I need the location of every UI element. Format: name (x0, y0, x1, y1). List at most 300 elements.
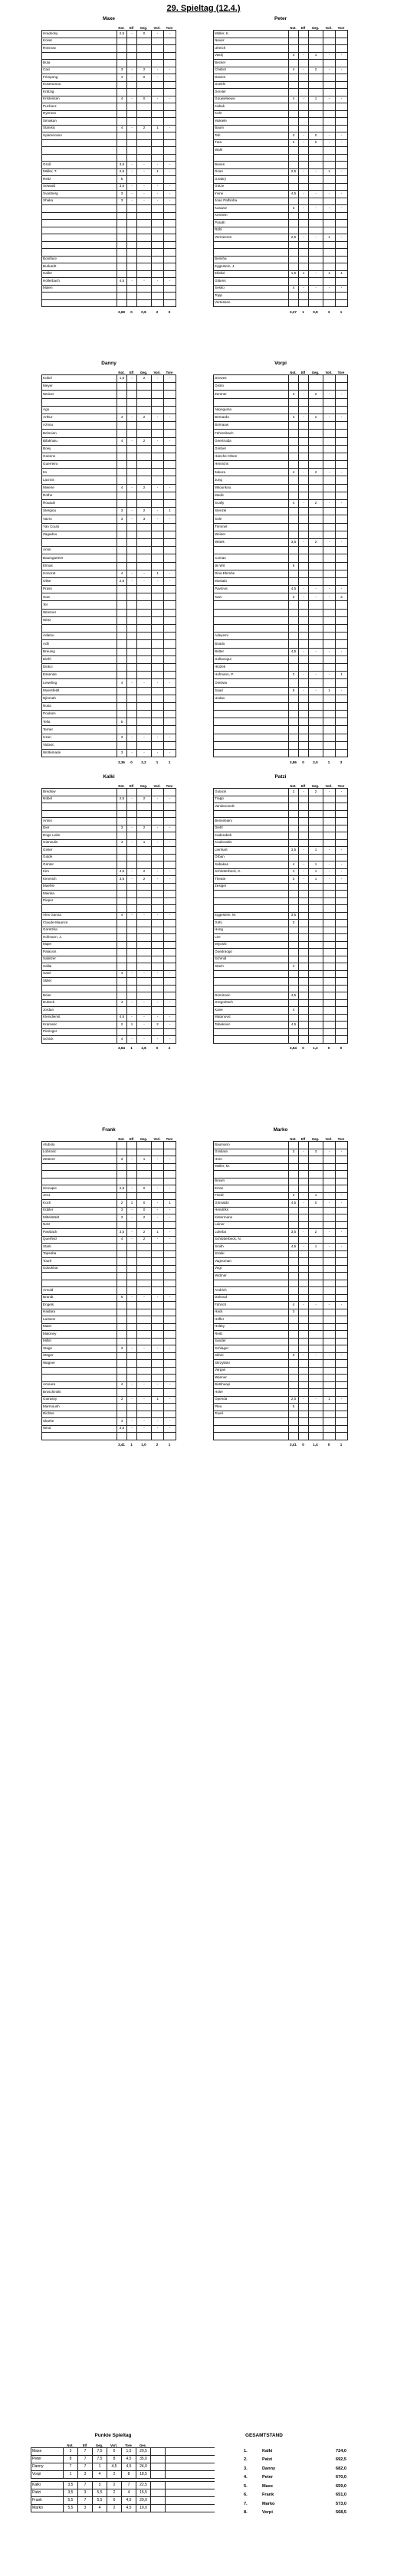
tore-cell: - (336, 1302, 348, 1309)
vorl-cell: - (323, 391, 336, 397)
player-row (41, 679, 176, 687)
tore-cell (336, 601, 348, 608)
note-cell (117, 586, 127, 593)
player-name-cell: Sabakas (214, 861, 289, 868)
player-name-cell: Arthur (42, 414, 117, 421)
vorl-cell (323, 184, 336, 191)
vorl-cell (323, 718, 336, 725)
player-name-cell: Hollerbach (42, 278, 117, 285)
geg-cell: 0 (137, 31, 152, 38)
vorl-cell (152, 726, 164, 733)
player-row (41, 711, 176, 718)
elf-cell: - (127, 1237, 137, 1244)
elf-cell (299, 1185, 309, 1192)
elf-cell: - (299, 96, 309, 103)
note-cell (117, 539, 127, 546)
elf-header: Elf (129, 25, 134, 30)
tore-cell (336, 803, 348, 810)
note-cell (117, 155, 127, 162)
standings-row (244, 2474, 366, 2483)
geg-cell (309, 1036, 323, 1043)
column-headers (213, 1135, 348, 1141)
elf-cell: - (299, 1193, 309, 1200)
geg-cell (137, 531, 152, 538)
geg-cell (137, 422, 152, 429)
vorl-cell (152, 1273, 164, 1280)
points-value: 4 (93, 2471, 107, 2478)
player-row (213, 825, 348, 833)
vorl-cell (323, 640, 336, 647)
note-header: Not. (290, 25, 297, 30)
player-name-cell: Maehle (42, 884, 117, 891)
note-cell: 3 (289, 876, 299, 883)
geg-cell: 2 (137, 508, 152, 515)
player-name-cell (214, 726, 289, 733)
note-cell: 3 (117, 1208, 127, 1214)
vorl-cell (152, 45, 164, 52)
elf-cell: - (299, 1229, 309, 1236)
standings-rank: 8. (244, 2510, 248, 2516)
note-cell (289, 422, 299, 429)
player-name-cell (214, 617, 289, 624)
note-cell: 4 (117, 414, 127, 421)
geg-cell: 1 (309, 869, 323, 876)
total-vorl: 1 (327, 760, 330, 764)
geg-cell (309, 934, 323, 941)
standings-row (244, 2465, 366, 2474)
player-rows (213, 788, 348, 1044)
player-row (213, 1411, 348, 1419)
points-team-name: Marko (31, 2505, 64, 2512)
tore-cell (164, 547, 176, 554)
standings-team: Marko (262, 2501, 275, 2506)
note-cell (289, 949, 299, 956)
note-cell: 4 (117, 913, 127, 920)
note-header: Not. (118, 25, 125, 30)
note-cell (289, 1015, 299, 1022)
geg-header: Geg. (311, 25, 320, 30)
elf-cell (299, 407, 309, 414)
note-cell (289, 1000, 299, 1007)
tore-cell (336, 617, 348, 624)
tore-cell (164, 1222, 176, 1229)
elf-cell (127, 140, 137, 147)
vorl-cell (323, 811, 336, 818)
player-name-cell: Tabakovic (214, 1022, 289, 1028)
vorl-cell: - (152, 578, 164, 585)
note-cell (289, 1287, 299, 1294)
note-cell (117, 942, 127, 949)
geg-cell: 2 (309, 414, 323, 421)
standings-points: 670,0 (336, 2475, 346, 2480)
geg-cell: 2 (137, 796, 152, 803)
player-row (41, 934, 176, 942)
vorl-cell (152, 593, 164, 600)
player-name-cell: Boadu (214, 640, 289, 647)
elf-cell: - (127, 578, 137, 585)
player-row (213, 942, 348, 950)
column-headers (213, 782, 348, 788)
tore-cell: - (164, 74, 176, 81)
note-cell (289, 1164, 299, 1171)
tore-cell (164, 949, 176, 956)
note-header: Not. (290, 1136, 297, 1141)
tore-cell: - (164, 1185, 176, 1192)
geg-cell (309, 726, 323, 733)
note-cell: 3 (289, 414, 299, 421)
elf-cell (299, 934, 309, 941)
team-total-row (41, 309, 176, 316)
note-cell (289, 524, 299, 531)
vorl-cell (323, 742, 336, 749)
note-cell (117, 45, 127, 52)
note-cell (117, 803, 127, 810)
geg-cell (137, 927, 152, 934)
player-rows (213, 1141, 348, 1440)
note-cell: 1,5 (117, 375, 127, 382)
note-cell (117, 927, 127, 934)
note-cell: 5 (289, 688, 299, 695)
geg-cell (309, 1178, 323, 1185)
player-row (213, 840, 348, 848)
player-row (213, 383, 348, 391)
player-name-cell (214, 742, 289, 749)
tore-cell (336, 38, 348, 45)
vorl-cell (152, 586, 164, 593)
note-cell (117, 633, 127, 639)
player-row (41, 1222, 176, 1230)
vorl-cell (323, 1178, 336, 1185)
geg-cell (309, 1295, 323, 1302)
note-cell (289, 60, 299, 67)
geg-cell: - (137, 191, 152, 198)
tore-cell (164, 1007, 176, 1014)
note-cell (289, 74, 299, 81)
tore-cell (336, 726, 348, 733)
player-row (41, 796, 176, 804)
note-cell (289, 118, 299, 125)
player-name-cell (42, 1375, 117, 1381)
tore-cell (164, 111, 176, 118)
total-tore: 1 (340, 309, 343, 314)
player-row (41, 1295, 176, 1303)
tore-cell: - (336, 140, 348, 147)
elf-cell: - (299, 789, 309, 796)
note-cell: 4 (117, 1000, 127, 1007)
elf-cell: - (127, 913, 137, 920)
tore-cell (164, 554, 176, 561)
player-name-cell: Undav (214, 695, 289, 702)
player-name-cell (214, 718, 289, 725)
geg-cell (309, 118, 323, 125)
tore-cell (164, 271, 176, 278)
tore-cell (336, 703, 348, 710)
note-cell (289, 1418, 299, 1425)
points-row (31, 2471, 215, 2479)
points-header-cell: Tore (125, 2443, 132, 2447)
geg-cell (309, 74, 323, 81)
points-value: 6 (107, 2497, 122, 2504)
player-row (213, 453, 348, 461)
tore-cell (336, 476, 348, 483)
note-cell: 2,5 (117, 169, 127, 176)
tore-cell (164, 1258, 176, 1265)
vorl-cell: - (152, 734, 164, 741)
elf-cell (299, 1156, 309, 1163)
note-cell (117, 847, 127, 854)
geg-cell (309, 515, 323, 522)
elf-cell (299, 383, 309, 390)
player-name-cell: Pieringer (42, 1029, 117, 1036)
vorl-cell: - (323, 1302, 336, 1309)
vorl-cell (152, 293, 164, 299)
geg-cell: 0 (137, 96, 152, 103)
player-row (41, 103, 176, 111)
player-row (213, 74, 348, 82)
vorl-cell (152, 257, 164, 263)
elf-cell (299, 956, 309, 963)
player-name-cell: Stark (42, 1244, 117, 1250)
tore-cell (336, 978, 348, 985)
note-cell (289, 1258, 299, 1265)
note-cell (289, 220, 299, 227)
elf-cell: - (127, 1185, 137, 1192)
note-cell (117, 920, 127, 927)
tore-cell (336, 554, 348, 561)
player-row (41, 1324, 176, 1332)
player-name-cell: Vavro (42, 515, 117, 522)
note-cell (289, 971, 299, 978)
vorl-cell: - (323, 140, 336, 147)
player-name-cell (42, 205, 117, 212)
geg-cell (309, 438, 323, 445)
tore-cell: - (336, 1200, 348, 1207)
player-row (41, 1022, 176, 1029)
player-row (213, 430, 348, 437)
tore-cell (336, 1339, 348, 1345)
standings-points: 651,0 (336, 2493, 346, 2498)
player-name-cell: Zagadou (42, 531, 117, 538)
page-title: 29. Spieltag (12.4.) (166, 4, 241, 13)
player-name-cell: Vargas (214, 1368, 289, 1375)
player-name-cell: Mittelstädt (42, 1214, 117, 1221)
player-name-cell: Gulacsi (214, 789, 289, 796)
total-vorl: 0 (327, 1443, 330, 1447)
team-total-row (41, 1045, 176, 1053)
note-cell (289, 515, 299, 522)
points-row (31, 2482, 215, 2489)
player-row (213, 688, 348, 695)
vorl-cell: - (152, 162, 164, 168)
player-name-cell: Szalai (214, 1251, 289, 1258)
geg-cell (137, 82, 152, 89)
elf-cell (127, 524, 137, 531)
note-cell: 2 (289, 1193, 299, 1200)
note-cell (117, 286, 127, 293)
player-name-cell: Touré (214, 1411, 289, 1418)
note-cell: 4,5 (289, 1022, 299, 1028)
vorl-cell (152, 855, 164, 861)
player-row (41, 184, 176, 191)
geg-cell: 2 (137, 126, 152, 132)
geg-cell: 1 (137, 1156, 152, 1163)
player-name-cell: Nusa (42, 703, 117, 710)
geg-cell: - (137, 734, 152, 741)
player-row (41, 876, 176, 884)
elf-cell (299, 811, 309, 818)
elf-cell: - (127, 1229, 137, 1236)
player-name-cell: Jung (214, 476, 289, 483)
player-row (41, 750, 176, 757)
note-cell (117, 476, 127, 483)
vorl-cell: - (323, 789, 336, 796)
note-cell: 4 (117, 1036, 127, 1043)
player-name-cell: Kobel (42, 375, 117, 382)
elf-cell (299, 803, 309, 810)
player-row (41, 1353, 176, 1361)
geg-cell (137, 257, 152, 263)
player-row (213, 1214, 348, 1222)
vorl-cell: - (323, 672, 336, 678)
tore-cell: 1 (336, 271, 348, 278)
vorl-cell: - (323, 205, 336, 212)
points-value: 4 (93, 2505, 107, 2512)
player-name-cell: Benes (214, 162, 289, 168)
geg-cell: - (137, 578, 152, 585)
points-block-1 (31, 2447, 215, 2479)
player-row (213, 53, 348, 60)
player-row (41, 920, 176, 927)
tore-header: Tore (166, 783, 173, 788)
tore-cell (164, 1389, 176, 1396)
player-row (41, 1433, 176, 1440)
tore-cell (336, 855, 348, 861)
vorl-cell (152, 956, 164, 963)
note-cell: 3,5 (117, 1426, 127, 1433)
geg-cell (137, 1353, 152, 1360)
vorl-cell: 1 (323, 234, 336, 241)
note-cell (117, 934, 127, 941)
tore-cell (164, 476, 176, 483)
tore-cell (164, 242, 176, 249)
vorl-cell (152, 1164, 164, 1171)
player-row (213, 1360, 348, 1368)
tore-cell: - (336, 205, 348, 212)
elf-cell (127, 227, 137, 234)
tore-cell (164, 891, 176, 897)
points-value: 19,0 (136, 2505, 151, 2512)
player-row (41, 257, 176, 264)
player-row (213, 1229, 348, 1237)
tore-cell: - (164, 913, 176, 920)
points-value: 24,0 (136, 2463, 151, 2470)
vorl-cell (323, 147, 336, 154)
note-cell (117, 711, 127, 718)
note-cell (117, 500, 127, 507)
note-cell (289, 531, 299, 538)
player-row (213, 293, 348, 300)
player-row (41, 531, 176, 539)
elf-cell (299, 1036, 309, 1043)
vorl-cell: 1 (152, 1397, 164, 1404)
note-cell: 5 (289, 1404, 299, 1411)
tore-cell (164, 617, 176, 624)
vorl-cell (323, 162, 336, 168)
elf-cell (127, 1302, 137, 1309)
vorl-cell (152, 1339, 164, 1345)
player-row (41, 38, 176, 46)
player-name-cell: Neuer (214, 38, 289, 45)
vorl-cell (323, 913, 336, 920)
vorl-cell (152, 430, 164, 436)
geg-cell (309, 278, 323, 285)
player-name-cell: Grimaldo (214, 1200, 289, 1207)
tore-cell (164, 672, 176, 678)
player-name-cell (214, 898, 289, 905)
elf-cell (127, 1368, 137, 1375)
geg-cell (137, 234, 152, 241)
player-row (41, 399, 176, 407)
tore-cell: - (164, 1015, 176, 1022)
vorl-cell (152, 391, 164, 397)
note-cell: 4,5 (289, 586, 299, 593)
geg-cell (309, 453, 323, 460)
geg-cell (137, 249, 152, 256)
elf-cell (127, 1258, 137, 1265)
geg-cell (309, 1280, 323, 1287)
geg-cell (309, 1214, 323, 1221)
note-cell (289, 1171, 299, 1178)
player-name-cell: Kovar (42, 38, 117, 45)
vorl-cell: - (152, 913, 164, 920)
vorl-header: Vorl. (153, 370, 161, 374)
player-row (213, 500, 348, 508)
points-value: 7 (78, 2482, 93, 2489)
geg-cell (309, 383, 323, 390)
elf-cell (127, 703, 137, 710)
tore-cell (336, 162, 348, 168)
elf-cell (299, 453, 309, 460)
note-cell: 3 (117, 191, 127, 198)
note-cell: 5 (117, 176, 127, 183)
player-name-cell: Xhaka (42, 198, 117, 205)
player-name-cell: Bensebaini (214, 818, 289, 825)
player-name-cell: Marmoush (42, 1404, 117, 1411)
tore-cell (164, 847, 176, 854)
elf-cell (299, 162, 309, 168)
player-name-cell: Sow (42, 593, 117, 600)
vorl-cell (323, 1280, 336, 1287)
player-row (213, 1309, 348, 1317)
points-row (31, 2456, 215, 2463)
elf-cell (127, 531, 137, 538)
geg-cell (309, 949, 323, 956)
player-name-cell: Haller (42, 271, 117, 278)
player-row (41, 53, 176, 60)
elf-cell (127, 500, 137, 507)
note-cell (289, 978, 299, 985)
note-cell (117, 656, 127, 663)
elf-cell: - (299, 414, 309, 421)
elf-cell (299, 796, 309, 803)
note-cell: 4 (117, 438, 127, 445)
vorl-cell (152, 82, 164, 89)
total-geg: 0,8 (313, 309, 318, 314)
geg-cell (309, 679, 323, 686)
player-row (41, 986, 176, 993)
note-cell (117, 103, 127, 110)
vorl-cell (152, 811, 164, 818)
